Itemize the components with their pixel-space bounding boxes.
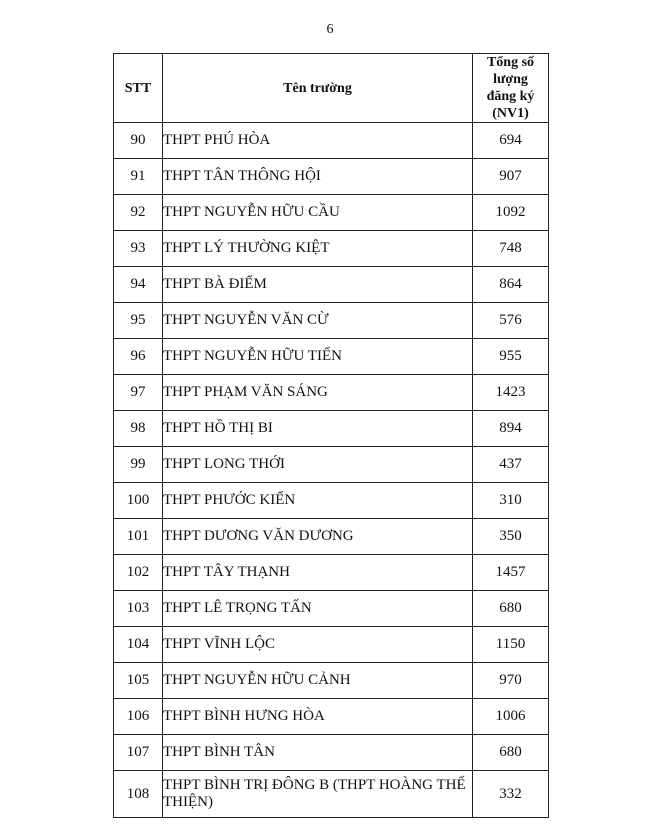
row-total: 1150 xyxy=(473,627,549,663)
table-row xyxy=(114,339,549,375)
row-stt: 93 xyxy=(114,231,163,267)
table-row xyxy=(114,303,549,339)
row-stt: 107 xyxy=(114,735,163,771)
table-row xyxy=(114,591,549,627)
row-school-name: THPT LONG THỚI xyxy=(163,447,473,483)
row-stt: 92 xyxy=(114,195,163,231)
header-total-line2: đăng ký (NV1) xyxy=(486,89,535,121)
row-stt: 99 xyxy=(114,447,163,483)
row-stt: 104 xyxy=(114,627,163,663)
header-total-line1: Tổng số lượng xyxy=(486,55,535,87)
row-stt: 106 xyxy=(114,699,163,735)
row-school-name: THPT TÂN THÔNG HỘI xyxy=(163,159,473,195)
row-total: 576 xyxy=(473,303,549,339)
row-school-name: THPT NGUYỄN HỮU CẦU xyxy=(163,195,473,231)
table-row xyxy=(114,555,549,591)
row-total: 894 xyxy=(473,411,549,447)
table-row xyxy=(114,519,549,555)
row-school-name: THPT DƯƠNG VĂN DƯƠNG xyxy=(163,519,473,555)
table-body xyxy=(114,123,549,818)
row-school-name: THPT PHƯỚC KIỂN xyxy=(163,483,473,519)
row-stt: 108 xyxy=(114,771,163,818)
row-total: 907 xyxy=(473,159,549,195)
row-total: 955 xyxy=(473,339,549,375)
row-school-name: THPT BÀ ĐIỂM xyxy=(163,267,473,303)
table-row xyxy=(114,699,549,735)
row-total: 1423 xyxy=(473,375,549,411)
registration-table xyxy=(113,53,549,818)
row-stt: 90 xyxy=(114,123,163,159)
row-stt: 91 xyxy=(114,159,163,195)
table-row xyxy=(114,771,549,818)
row-total: 437 xyxy=(473,447,549,483)
row-total: 1457 xyxy=(473,555,549,591)
table-row xyxy=(114,195,549,231)
row-school-name: THPT BÌNH HƯNG HÒA xyxy=(163,699,473,735)
row-total: 350 xyxy=(473,519,549,555)
row-total: 332 xyxy=(473,771,549,818)
row-school-name: THPT HỒ THỊ BI xyxy=(163,411,473,447)
table-row xyxy=(114,411,549,447)
row-total: 694 xyxy=(473,123,549,159)
table-row xyxy=(114,123,549,159)
row-school-name: THPT LÝ THƯỜNG KIỆT xyxy=(163,231,473,267)
row-stt: 101 xyxy=(114,519,163,555)
row-stt: 95 xyxy=(114,303,163,339)
table-row xyxy=(114,447,549,483)
row-stt: 105 xyxy=(114,663,163,699)
row-total: 1092 xyxy=(473,195,549,231)
row-school-name: THPT NGUYỄN HỮU TIẾN xyxy=(163,339,473,375)
row-school-name: THPT NGUYỄN HỮU CẢNH xyxy=(163,663,473,699)
header-stt: STT xyxy=(114,54,163,123)
table-row xyxy=(114,735,549,771)
row-stt: 100 xyxy=(114,483,163,519)
table-row xyxy=(114,231,549,267)
row-school-name: THPT PHÚ HÒA xyxy=(163,123,473,159)
row-school-name: THPT BÌNH TÂN xyxy=(163,735,473,771)
header-total-registrations xyxy=(473,54,549,123)
header-school-name: Tên trường xyxy=(163,54,473,123)
table-row xyxy=(114,663,549,699)
table-row xyxy=(114,483,549,519)
table-row xyxy=(114,627,549,663)
row-school-name: THPT TÂY THẠNH xyxy=(163,555,473,591)
row-stt: 97 xyxy=(114,375,163,411)
row-school-name: THPT BÌNH TRỊ ĐÔNG B (THPT HOÀNG THẾ THIỆN) xyxy=(163,771,473,818)
row-total: 864 xyxy=(473,267,549,303)
row-stt: 103 xyxy=(114,591,163,627)
row-school-name: THPT PHẠM VĂN SÁNG xyxy=(163,375,473,411)
row-stt: 98 xyxy=(114,411,163,447)
page-number: 6 xyxy=(326,22,334,37)
table-row xyxy=(114,375,549,411)
table-row xyxy=(114,267,549,303)
table-header-row xyxy=(114,54,549,123)
row-school-name: THPT NGUYỄN VĂN CỪ xyxy=(163,303,473,339)
row-stt: 94 xyxy=(114,267,163,303)
row-stt: 96 xyxy=(114,339,163,375)
row-total: 970 xyxy=(473,663,549,699)
row-total: 310 xyxy=(473,483,549,519)
row-total: 680 xyxy=(473,735,549,771)
row-stt: 102 xyxy=(114,555,163,591)
row-total: 748 xyxy=(473,231,549,267)
row-total: 1006 xyxy=(473,699,549,735)
row-school-name: THPT LÊ TRỌNG TẤN xyxy=(163,591,473,627)
row-school-name: THPT VĨNH LỘC xyxy=(163,627,473,663)
row-total: 680 xyxy=(473,591,549,627)
table-row xyxy=(114,159,549,195)
